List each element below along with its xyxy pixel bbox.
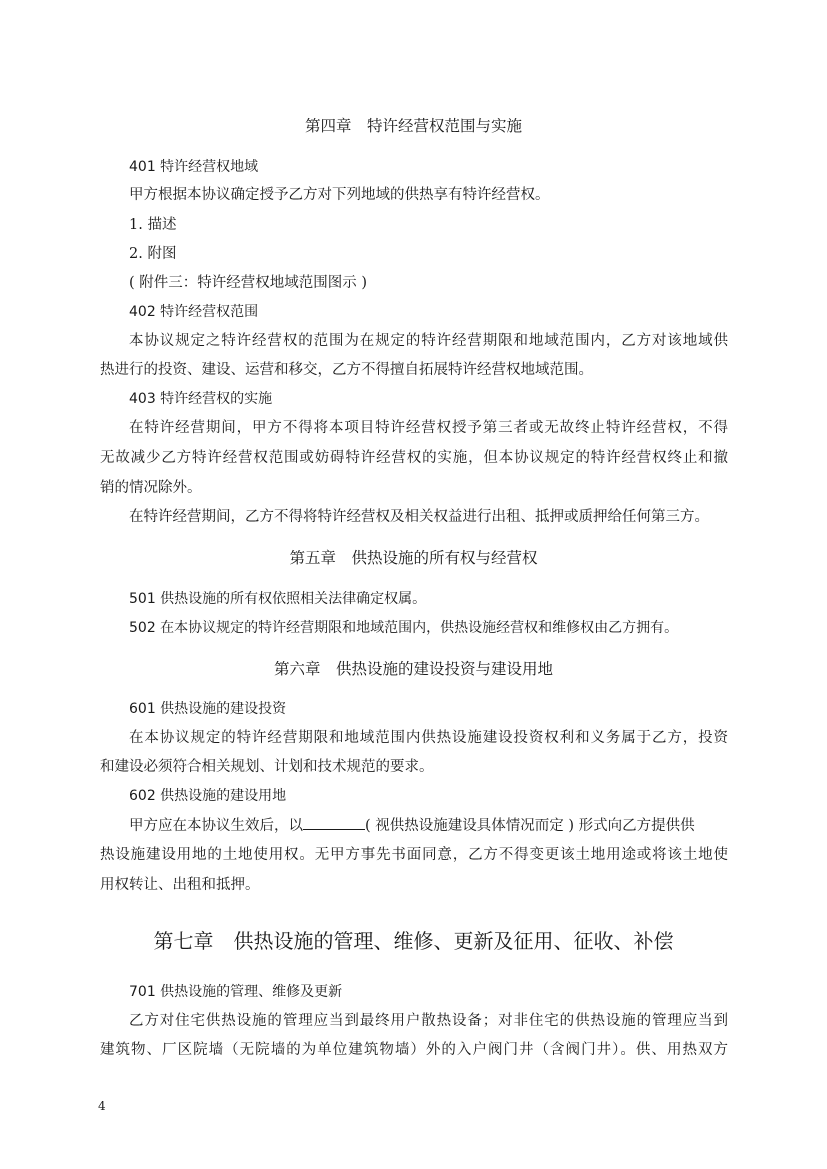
chapter-5-title: 第五章 供热设施的所有权与经营权 — [289, 549, 538, 567]
section-601-heading: 601 供热设施的建设投资 — [129, 701, 287, 717]
section-403-line-3: 销的情况除外。 — [100, 480, 202, 496]
section-602-line-1 — [129, 815, 728, 836]
section-601-line-2: 和建设必须符合相关规划、计划和技术规范的要求。 — [100, 759, 434, 775]
section-701-heading: 701 供热设施的管理、维修及更新 — [129, 984, 343, 1000]
section-402-heading: 402 特许经营权范围 — [129, 304, 259, 320]
section-701-line-2: 建筑物、厂区院墙（无院墙的为单位建筑物墙）外的入户阀门井（含阀门井）。供、用热双方 — [100, 1042, 728, 1058]
section-401-item-1: 1. 描述 — [129, 217, 177, 233]
section-401-item-2: 2. 附图 — [129, 246, 177, 262]
section-501: 501 供热设施的所有权依照相关法律确定权属。 — [129, 591, 427, 607]
chapter-4-title: 第四章 特许经营权范围与实施 — [304, 117, 522, 135]
section-601-line-1: 在本协议规定的特许经营期限和地域范围内供热设施建设投资权利和义务属于乙方，投资 — [129, 730, 728, 746]
section-403-line-2: 无故减少乙方特许经营权范围或妨碍特许经营权的实施，但本协议规定的特许经营权终止和撤 — [100, 450, 728, 466]
section-701-line-1: 乙方对住宅供热设施的管理应当到最终用户散热设备；对非住宅的供热设施的管理应当到 — [129, 1013, 728, 1029]
section-403-heading: 403 特许经营权的实施 — [129, 391, 273, 407]
chapter-6-title: 第六章 供热设施的建设投资与建设用地 — [273, 660, 553, 678]
section-602-line-1-before: 甲方应在本协议生效后，以 — [129, 818, 303, 834]
section-602-line-3: 用权转让、出租和抵押。 — [100, 877, 260, 893]
section-403-line-1: 在特许经营期间，甲方不得将本项目特许经营权授予第三者或无故终止特许经营权，不得 — [129, 420, 728, 436]
section-401-heading: 401 特许经营权地域 — [129, 159, 259, 175]
section-401-note: ( 附件三：特许经营权地域范围图示 ) — [129, 275, 368, 291]
section-602-heading: 602 供热设施的建设用地 — [129, 788, 287, 804]
section-401-paragraph: 甲方根据本协议确定授予乙方对下列地域的供热享有特许经营权。 — [129, 187, 550, 203]
chapter-7-title: 第七章 供热设施的管理、维修、更新及征用、征收、补偿 — [153, 929, 674, 953]
section-402-line-1: 本协议规定之特许经营权的范围为在规定的特许经营期限和地域范围内，乙方对该地域供 — [129, 333, 728, 349]
fill-in-blank — [303, 815, 365, 830]
page-number: 4 — [98, 1099, 106, 1113]
section-602-line-2: 热设施建设用地的土地使用权。无甲方事先书面同意，乙方不得变更该土地用途或将该土地使 — [100, 847, 728, 863]
section-402-line-2: 热进行的投资、建设、运营和移交，乙方不得擅自拓展特许经营权地域范围。 — [100, 362, 593, 378]
section-502: 502 在本协议规定的特许经营期限和地域范围内，供热设施经营权和维修权由乙方拥有。 — [129, 620, 679, 636]
section-602-line-1-after: ( 视供热设施建设具体情况而定 ) 形式向乙方提供供 — [365, 818, 695, 834]
section-403-line-4: 在特许经营期间，乙方不得将特许经营权及相关权益进行出租、抵押或质押给任何第三方。 — [129, 509, 709, 525]
